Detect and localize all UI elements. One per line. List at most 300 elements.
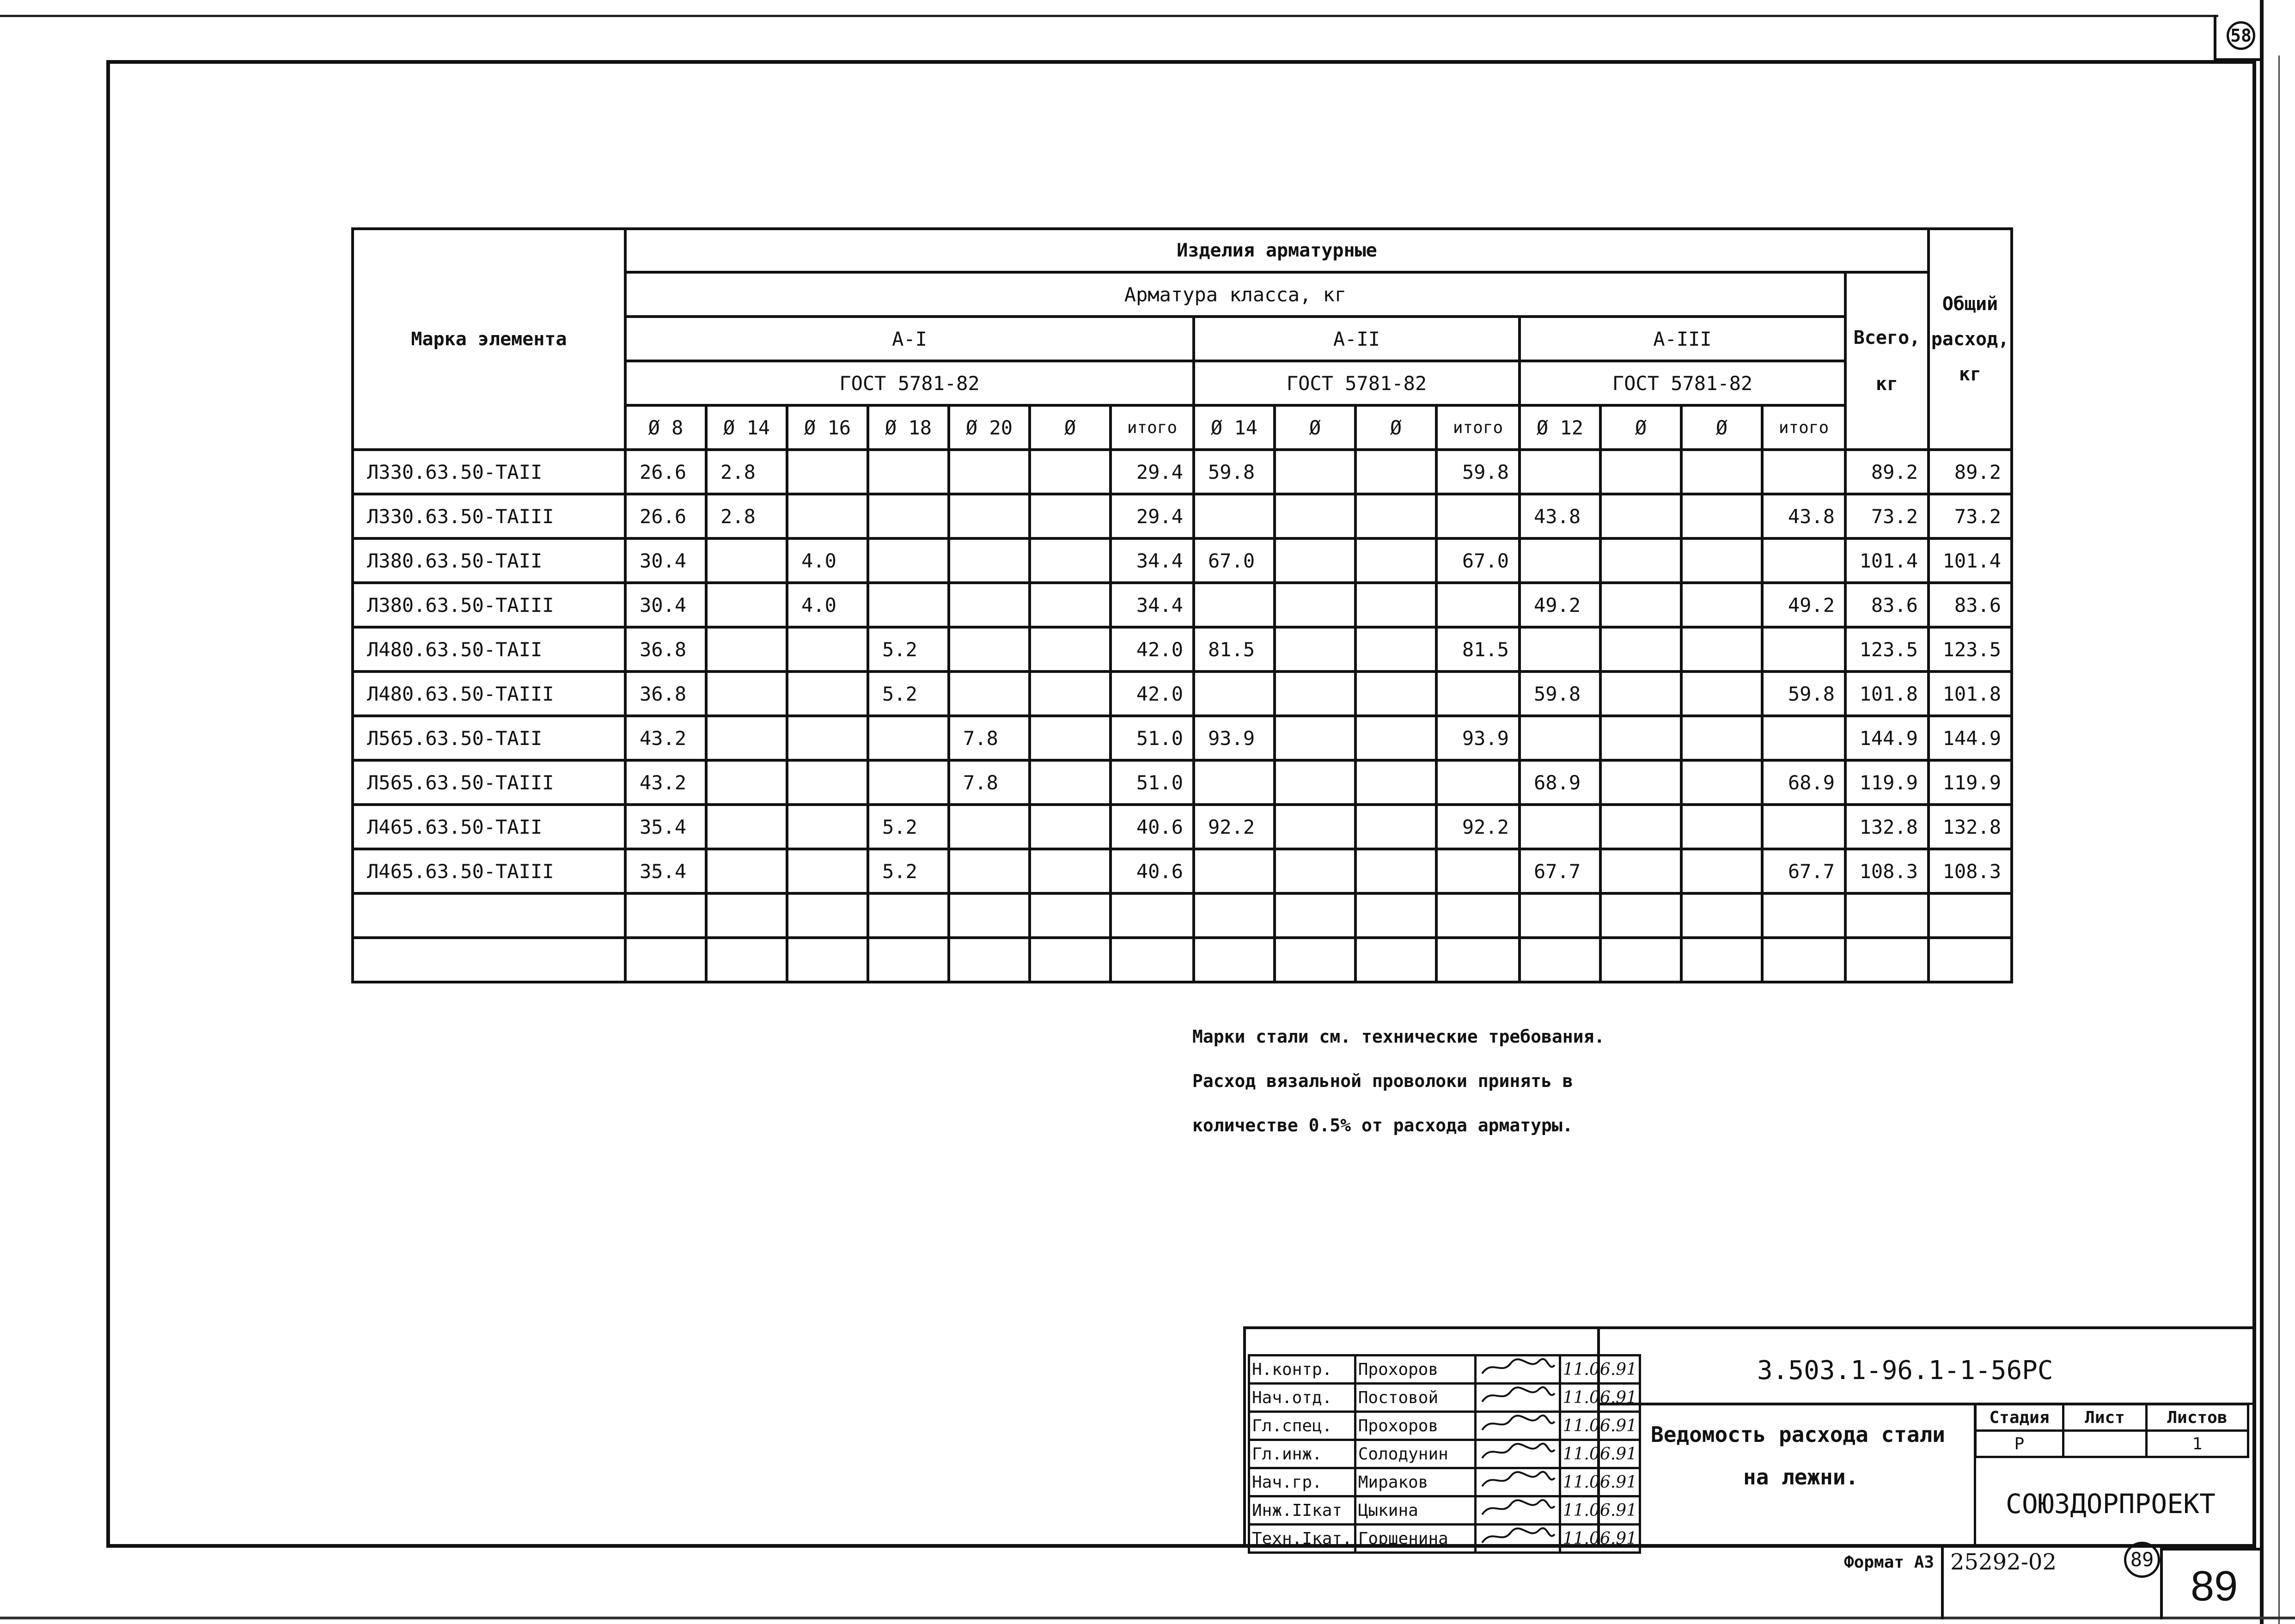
sheet-tag-circle: [2227, 21, 2255, 50]
table-row: [353, 494, 2012, 538]
table-cell: [1355, 716, 1436, 760]
table-cell: [1275, 627, 1355, 672]
table-cell: [1030, 627, 1111, 672]
sign-date: 11.06.91: [1560, 1468, 1640, 1496]
header-mark: Марка элемента: [353, 229, 625, 450]
table-cell: [1520, 716, 1600, 760]
table-cell: [787, 627, 868, 672]
table-cell: 5.2: [868, 627, 949, 672]
table-cell: [1275, 805, 1355, 849]
table-cell: [1275, 583, 1355, 627]
sheet-label: Лист: [2063, 1404, 2147, 1431]
inventory-number: 25292-02: [1950, 1549, 2057, 1575]
signatures-table: [1248, 1354, 1641, 1554]
table-cell: 93.9: [1436, 716, 1520, 760]
header-class-a2: А-II: [1194, 317, 1520, 361]
table-cell: [949, 538, 1030, 583]
table-cell: 34.4: [1111, 583, 1194, 627]
signature: [1475, 1384, 1560, 1412]
element-mark: Л465.63.50-ТАIII: [353, 849, 625, 893]
table-cell: 81.5: [1436, 627, 1520, 672]
table-cell: 92.2: [1194, 805, 1275, 849]
table-cell: 92.2: [1436, 805, 1520, 849]
table-cell: [949, 805, 1030, 849]
table-cell: [1845, 893, 1929, 938]
table-cell: [1194, 893, 1275, 938]
table-cell: [868, 893, 949, 938]
table-cell: [1030, 938, 1111, 982]
signature-row: [1249, 1384, 1640, 1412]
table-cell: 51.0: [1111, 760, 1194, 805]
table-cell: 29.4: [1111, 450, 1194, 494]
table-cell: 7.8: [949, 716, 1030, 760]
element-mark: Л565.63.50-ТАIII: [353, 760, 625, 805]
table-cell: [868, 450, 949, 494]
table-cell: 59.8: [1194, 450, 1275, 494]
table-cell: [1030, 672, 1111, 716]
table-cell: [1681, 538, 1762, 583]
table-cell: 43.2: [625, 760, 706, 805]
sheet-title-box: [1597, 1403, 1976, 1548]
table-cell: [1520, 805, 1600, 849]
sign-date: 11.06.91: [1560, 1355, 1640, 1384]
table-row: [353, 760, 2012, 805]
table-cell: 101.4: [1845, 538, 1929, 583]
table-cell: [1600, 849, 1681, 893]
table-cell: [1520, 893, 1600, 938]
element-mark: Л380.63.50-ТАIII: [353, 583, 625, 627]
table-cell: [787, 716, 868, 760]
table-cell: [1520, 450, 1600, 494]
table-cell: [949, 494, 1030, 538]
table-cell: 34.4: [1111, 538, 1194, 583]
table-cell: [1436, 760, 1520, 805]
table-cell: [1275, 538, 1355, 583]
element-mark: [353, 893, 625, 938]
table-cell: [1355, 849, 1436, 893]
table-cell: [706, 849, 787, 893]
table-cell: 83.6: [1929, 583, 2012, 627]
element-mark: Л480.63.50-ТАII: [353, 627, 625, 672]
table-cell: [1355, 672, 1436, 716]
table-cell: 51.0: [1111, 716, 1194, 760]
person-name: Мираков: [1355, 1468, 1475, 1496]
table-cell: 59.8: [1436, 450, 1520, 494]
gost-a1: ГОСТ 5781-82: [625, 361, 1194, 405]
table-cell: [787, 450, 868, 494]
table-cell: [1845, 938, 1929, 982]
stage-table: [1974, 1403, 2249, 1458]
signature-row: [1249, 1496, 1640, 1525]
table-cell: [706, 716, 787, 760]
table-cell: [868, 760, 949, 805]
table-cell: [1275, 760, 1355, 805]
element-mark: Л565.63.50-ТАII: [353, 716, 625, 760]
table-cell: [949, 583, 1030, 627]
table-row: [353, 893, 2012, 938]
element-mark: [353, 938, 625, 982]
sheet-title-2: на лежни.: [1743, 1465, 1859, 1490]
table-cell: [1600, 893, 1681, 938]
table-cell: [1436, 938, 1520, 982]
table-cell: 30.4: [625, 538, 706, 583]
table-cell: [1681, 893, 1762, 938]
table-cell: 93.9: [1194, 716, 1275, 760]
table-cell: 49.2: [1520, 583, 1600, 627]
table-cell: [1275, 893, 1355, 938]
table-row: [353, 627, 2012, 672]
table-cell: [1600, 494, 1681, 538]
sign-date: 11.06.91: [1560, 1496, 1640, 1525]
table-cell: [1929, 893, 2012, 938]
role: Н.контр.: [1249, 1355, 1355, 1384]
table-row: [353, 538, 2012, 583]
table-cell: 49.2: [1762, 583, 1845, 627]
table-cell: 67.0: [1436, 538, 1520, 583]
table-cell: [868, 494, 949, 538]
header-diameter: Ø: [1681, 405, 1762, 450]
table-cell: 108.3: [1929, 849, 2012, 893]
table-cell: 132.8: [1845, 805, 1929, 849]
table-cell: 4.0: [787, 538, 868, 583]
table-cell: 67.7: [1520, 849, 1600, 893]
table-cell: [1030, 494, 1111, 538]
table-cell: [1355, 450, 1436, 494]
sheets-value: 1: [2147, 1431, 2248, 1457]
table-cell: [1600, 583, 1681, 627]
organization: СОЮЗДОРПРОЕКТ: [2006, 1488, 2216, 1520]
table-cell: 40.6: [1111, 849, 1194, 893]
table-cell: 42.0: [1111, 672, 1194, 716]
table-cell: [1681, 627, 1762, 672]
table-cell: [1436, 583, 1520, 627]
role: Нач.гр.: [1249, 1468, 1355, 1496]
table-row: [353, 849, 2012, 893]
table-cell: [1600, 805, 1681, 849]
header-class-a3: А-III: [1520, 317, 1845, 361]
signature: [1475, 1496, 1560, 1525]
note-line: Марки стали см. технические требования.: [1192, 1026, 1605, 1047]
sheet-tag-number: 58: [2230, 25, 2252, 46]
table-cell: [706, 583, 787, 627]
table-cell: [706, 672, 787, 716]
notes: [1192, 1014, 1605, 1148]
table-cell: [1600, 538, 1681, 583]
header-diameter: итого: [1436, 405, 1520, 450]
steel-consumption-table: [351, 227, 2013, 983]
table-cell: 89.2: [1929, 450, 2012, 494]
header-diameter: Ø 14: [1194, 405, 1275, 450]
table-cell: [1275, 716, 1355, 760]
table-cell: [1762, 893, 1845, 938]
format-label: Формат А3: [1844, 1553, 1935, 1572]
table-cell: 81.5: [1194, 627, 1275, 672]
table-cell: 123.5: [1929, 627, 2012, 672]
table-cell: [1030, 716, 1111, 760]
table-cell: [1194, 760, 1275, 805]
table-cell: 35.4: [625, 849, 706, 893]
table-cell: [625, 938, 706, 982]
header-diameter: Ø: [1355, 405, 1436, 450]
table-cell: [1030, 805, 1111, 849]
table-cell: [1520, 627, 1600, 672]
table-cell: 68.9: [1520, 760, 1600, 805]
table-cell: [949, 672, 1030, 716]
table-cell: [1681, 672, 1762, 716]
table-cell: 132.8: [1929, 805, 2012, 849]
table-cell: [868, 583, 949, 627]
table-cell: 36.8: [625, 672, 706, 716]
table-cell: [787, 494, 868, 538]
table-cell: [1030, 849, 1111, 893]
sheet-value: [2063, 1431, 2147, 1457]
table-cell: [1355, 938, 1436, 982]
table-cell: [787, 849, 868, 893]
table-cell: [1194, 938, 1275, 982]
table-cell: 26.6: [625, 494, 706, 538]
table-cell: [1355, 893, 1436, 938]
table-cell: [1355, 627, 1436, 672]
header-diameter: Ø 18: [868, 405, 949, 450]
table-cell: 83.6: [1845, 583, 1929, 627]
table-cell: [1194, 849, 1275, 893]
table-cell: 59.8: [1762, 672, 1845, 716]
table-cell: [1762, 627, 1845, 672]
table-cell: [787, 938, 868, 982]
table-cell: 67.0: [1194, 538, 1275, 583]
table-cell: 43.2: [625, 716, 706, 760]
table-cell: 144.9: [1845, 716, 1929, 760]
element-mark: Л465.63.50-ТАII: [353, 805, 625, 849]
table-row: [353, 672, 2012, 716]
table-row: [353, 805, 2012, 849]
header-total: Всего, кг: [1845, 272, 1929, 450]
header-diameter: Ø 8: [625, 405, 706, 450]
table-cell: [1275, 494, 1355, 538]
role: Гл.инж.: [1249, 1440, 1355, 1468]
element-mark: Л330.63.50-ТАII: [353, 450, 625, 494]
table-cell: [706, 538, 787, 583]
note-line: Расход вязальной проволоки принять в: [1192, 1071, 1573, 1091]
table-cell: [1681, 805, 1762, 849]
table-cell: [1030, 583, 1111, 627]
table-cell: [787, 893, 868, 938]
signature: [1475, 1355, 1560, 1384]
table-cell: [1762, 938, 1845, 982]
doc-code: 3.503.1-96.1-1-56РС: [1757, 1355, 2053, 1386]
table-cell: [1436, 494, 1520, 538]
table-cell: [1762, 805, 1845, 849]
sheets-label: Листов: [2147, 1404, 2248, 1431]
sign-date: 11.06.91: [1560, 1384, 1640, 1412]
table-cell: 101.8: [1845, 672, 1929, 716]
table-cell: [949, 938, 1030, 982]
signature: [1475, 1525, 1560, 1553]
sign-date: 11.06.91: [1560, 1440, 1640, 1468]
table-cell: [706, 805, 787, 849]
gost-a3: ГОСТ 5781-82: [1520, 361, 1845, 405]
table-cell: [1030, 760, 1111, 805]
table-row: [353, 583, 2012, 627]
stage-value: Р: [1976, 1431, 2063, 1457]
table-cell: [1681, 450, 1762, 494]
table-row: [353, 450, 2012, 494]
table-cell: [1520, 538, 1600, 583]
person-name: Солодунин: [1355, 1440, 1475, 1468]
right-border-line: [2260, 0, 2264, 1624]
table-cell: [1929, 938, 2012, 982]
doc-code-box: [1597, 1326, 2256, 1405]
table-cell: [1600, 760, 1681, 805]
signature-row: [1249, 1525, 1640, 1553]
header-products: Изделия арматурные: [625, 229, 1929, 272]
signature: [1475, 1468, 1560, 1496]
element-mark: Л330.63.50-ТАIII: [353, 494, 625, 538]
gost-a2: ГОСТ 5781-82: [1194, 361, 1520, 405]
table-cell: [1762, 538, 1845, 583]
sign-date: 11.06.91: [1560, 1525, 1640, 1553]
sheet-title-1: Ведомость расхода стали: [1651, 1422, 1945, 1447]
signature: [1475, 1412, 1560, 1440]
role: Инж.IIкат: [1249, 1496, 1355, 1525]
table-cell: [706, 760, 787, 805]
table-cell: [1520, 938, 1600, 982]
table-cell: [1600, 627, 1681, 672]
page-number: 89: [2191, 1563, 2238, 1610]
signature-row: [1249, 1355, 1640, 1384]
table-cell: 119.9: [1845, 760, 1929, 805]
table-cell: [1600, 716, 1681, 760]
table-cell: [868, 938, 949, 982]
table-cell: 73.2: [1845, 494, 1929, 538]
table-cell: [1030, 538, 1111, 583]
table-cell: [706, 893, 787, 938]
table-cell: [787, 760, 868, 805]
table-cell: 5.2: [868, 805, 949, 849]
table-cell: [1355, 494, 1436, 538]
table-cell: [1681, 849, 1762, 893]
sign-date: 11.06.91: [1560, 1412, 1640, 1440]
table-cell: [625, 893, 706, 938]
table-cell: 43.8: [1762, 494, 1845, 538]
table-cell: [1275, 849, 1355, 893]
table-cell: [949, 849, 1030, 893]
table-cell: [1275, 450, 1355, 494]
person-name: Горшенина: [1355, 1525, 1475, 1553]
table-cell: 2.8: [706, 450, 787, 494]
table-cell: [1762, 450, 1845, 494]
stage-label: Стадия: [1976, 1404, 2063, 1431]
table-cell: [1355, 805, 1436, 849]
table-cell: [949, 627, 1030, 672]
table-cell: [868, 538, 949, 583]
table-cell: [1194, 494, 1275, 538]
table-cell: 123.5: [1845, 627, 1929, 672]
table-cell: [868, 716, 949, 760]
element-mark: Л480.63.50-ТАIII: [353, 672, 625, 716]
table-cell: [1275, 938, 1355, 982]
element-mark: Л380.63.50-ТАII: [353, 538, 625, 583]
table-cell: 30.4: [625, 583, 706, 627]
header-diameter: итого: [1762, 405, 1845, 450]
table-cell: [1194, 672, 1275, 716]
person-name: Постовой: [1355, 1384, 1475, 1412]
header-diameter: Ø 16: [787, 405, 868, 450]
table-cell: [1111, 893, 1194, 938]
table-cell: 89.2: [1845, 450, 1929, 494]
header-common: Общий расход, кг: [1929, 229, 2012, 450]
table-cell: 42.0: [1111, 627, 1194, 672]
table-cell: [1030, 893, 1111, 938]
table-cell: 68.9: [1762, 760, 1845, 805]
table-cell: [1355, 538, 1436, 583]
signature: [1475, 1440, 1560, 1468]
note-line: количестве 0.5% от расхода арматуры.: [1192, 1115, 1573, 1136]
table-cell: 119.9: [1929, 760, 2012, 805]
table-cell: 101.8: [1929, 672, 2012, 716]
table-cell: [706, 938, 787, 982]
table-cell: 5.2: [868, 672, 949, 716]
table-cell: [1436, 893, 1520, 938]
table-cell: [706, 627, 787, 672]
table-cell: [949, 893, 1030, 938]
table-cell: 144.9: [1929, 716, 2012, 760]
table-cell: [1600, 938, 1681, 982]
circled-number: 89: [2124, 1542, 2160, 1578]
signature-row: [1249, 1440, 1640, 1468]
table-cell: [1111, 938, 1194, 982]
table-cell: 5.2: [868, 849, 949, 893]
right-border-line-thin: [2278, 55, 2280, 1624]
table-cell: 4.0: [787, 583, 868, 627]
header-diameter: Ø: [1275, 405, 1355, 450]
person-name: Прохоров: [1355, 1355, 1475, 1384]
header-diameter: Ø 14: [706, 405, 787, 450]
table-cell: 40.6: [1111, 805, 1194, 849]
table-cell: 35.4: [625, 805, 706, 849]
person-name: Прохоров: [1355, 1412, 1475, 1440]
table-cell: [1355, 760, 1436, 805]
table-cell: 2.8: [706, 494, 787, 538]
table-cell: 101.4: [1929, 538, 2012, 583]
table-cell: [1194, 583, 1275, 627]
table-cell: 73.2: [1929, 494, 2012, 538]
top-border-line: [0, 15, 2218, 17]
person-name: Цыкина: [1355, 1496, 1475, 1525]
signature-row: [1249, 1468, 1640, 1496]
table-cell: [1275, 672, 1355, 716]
header-diameter: Ø: [1030, 405, 1111, 450]
role: Техн.Iкат.: [1249, 1525, 1355, 1553]
header-diameter: Ø 20: [949, 405, 1030, 450]
table-cell: 43.8: [1520, 494, 1600, 538]
table-cell: [1436, 672, 1520, 716]
role: Нач.отд.: [1249, 1384, 1355, 1412]
table-cell: [949, 450, 1030, 494]
table-cell: [1681, 760, 1762, 805]
table-cell: [1681, 716, 1762, 760]
header-class-a1: А-I: [625, 317, 1194, 361]
table-cell: 7.8: [949, 760, 1030, 805]
signature-row: [1249, 1412, 1640, 1440]
header-class: Арматура класса, кг: [625, 272, 1845, 317]
header-diameter: Ø 12: [1520, 405, 1600, 450]
table-cell: 26.6: [625, 450, 706, 494]
table-cell: [1600, 672, 1681, 716]
table-cell: 67.7: [1762, 849, 1845, 893]
header-diameter: итого: [1111, 405, 1194, 450]
table-cell: [1681, 938, 1762, 982]
